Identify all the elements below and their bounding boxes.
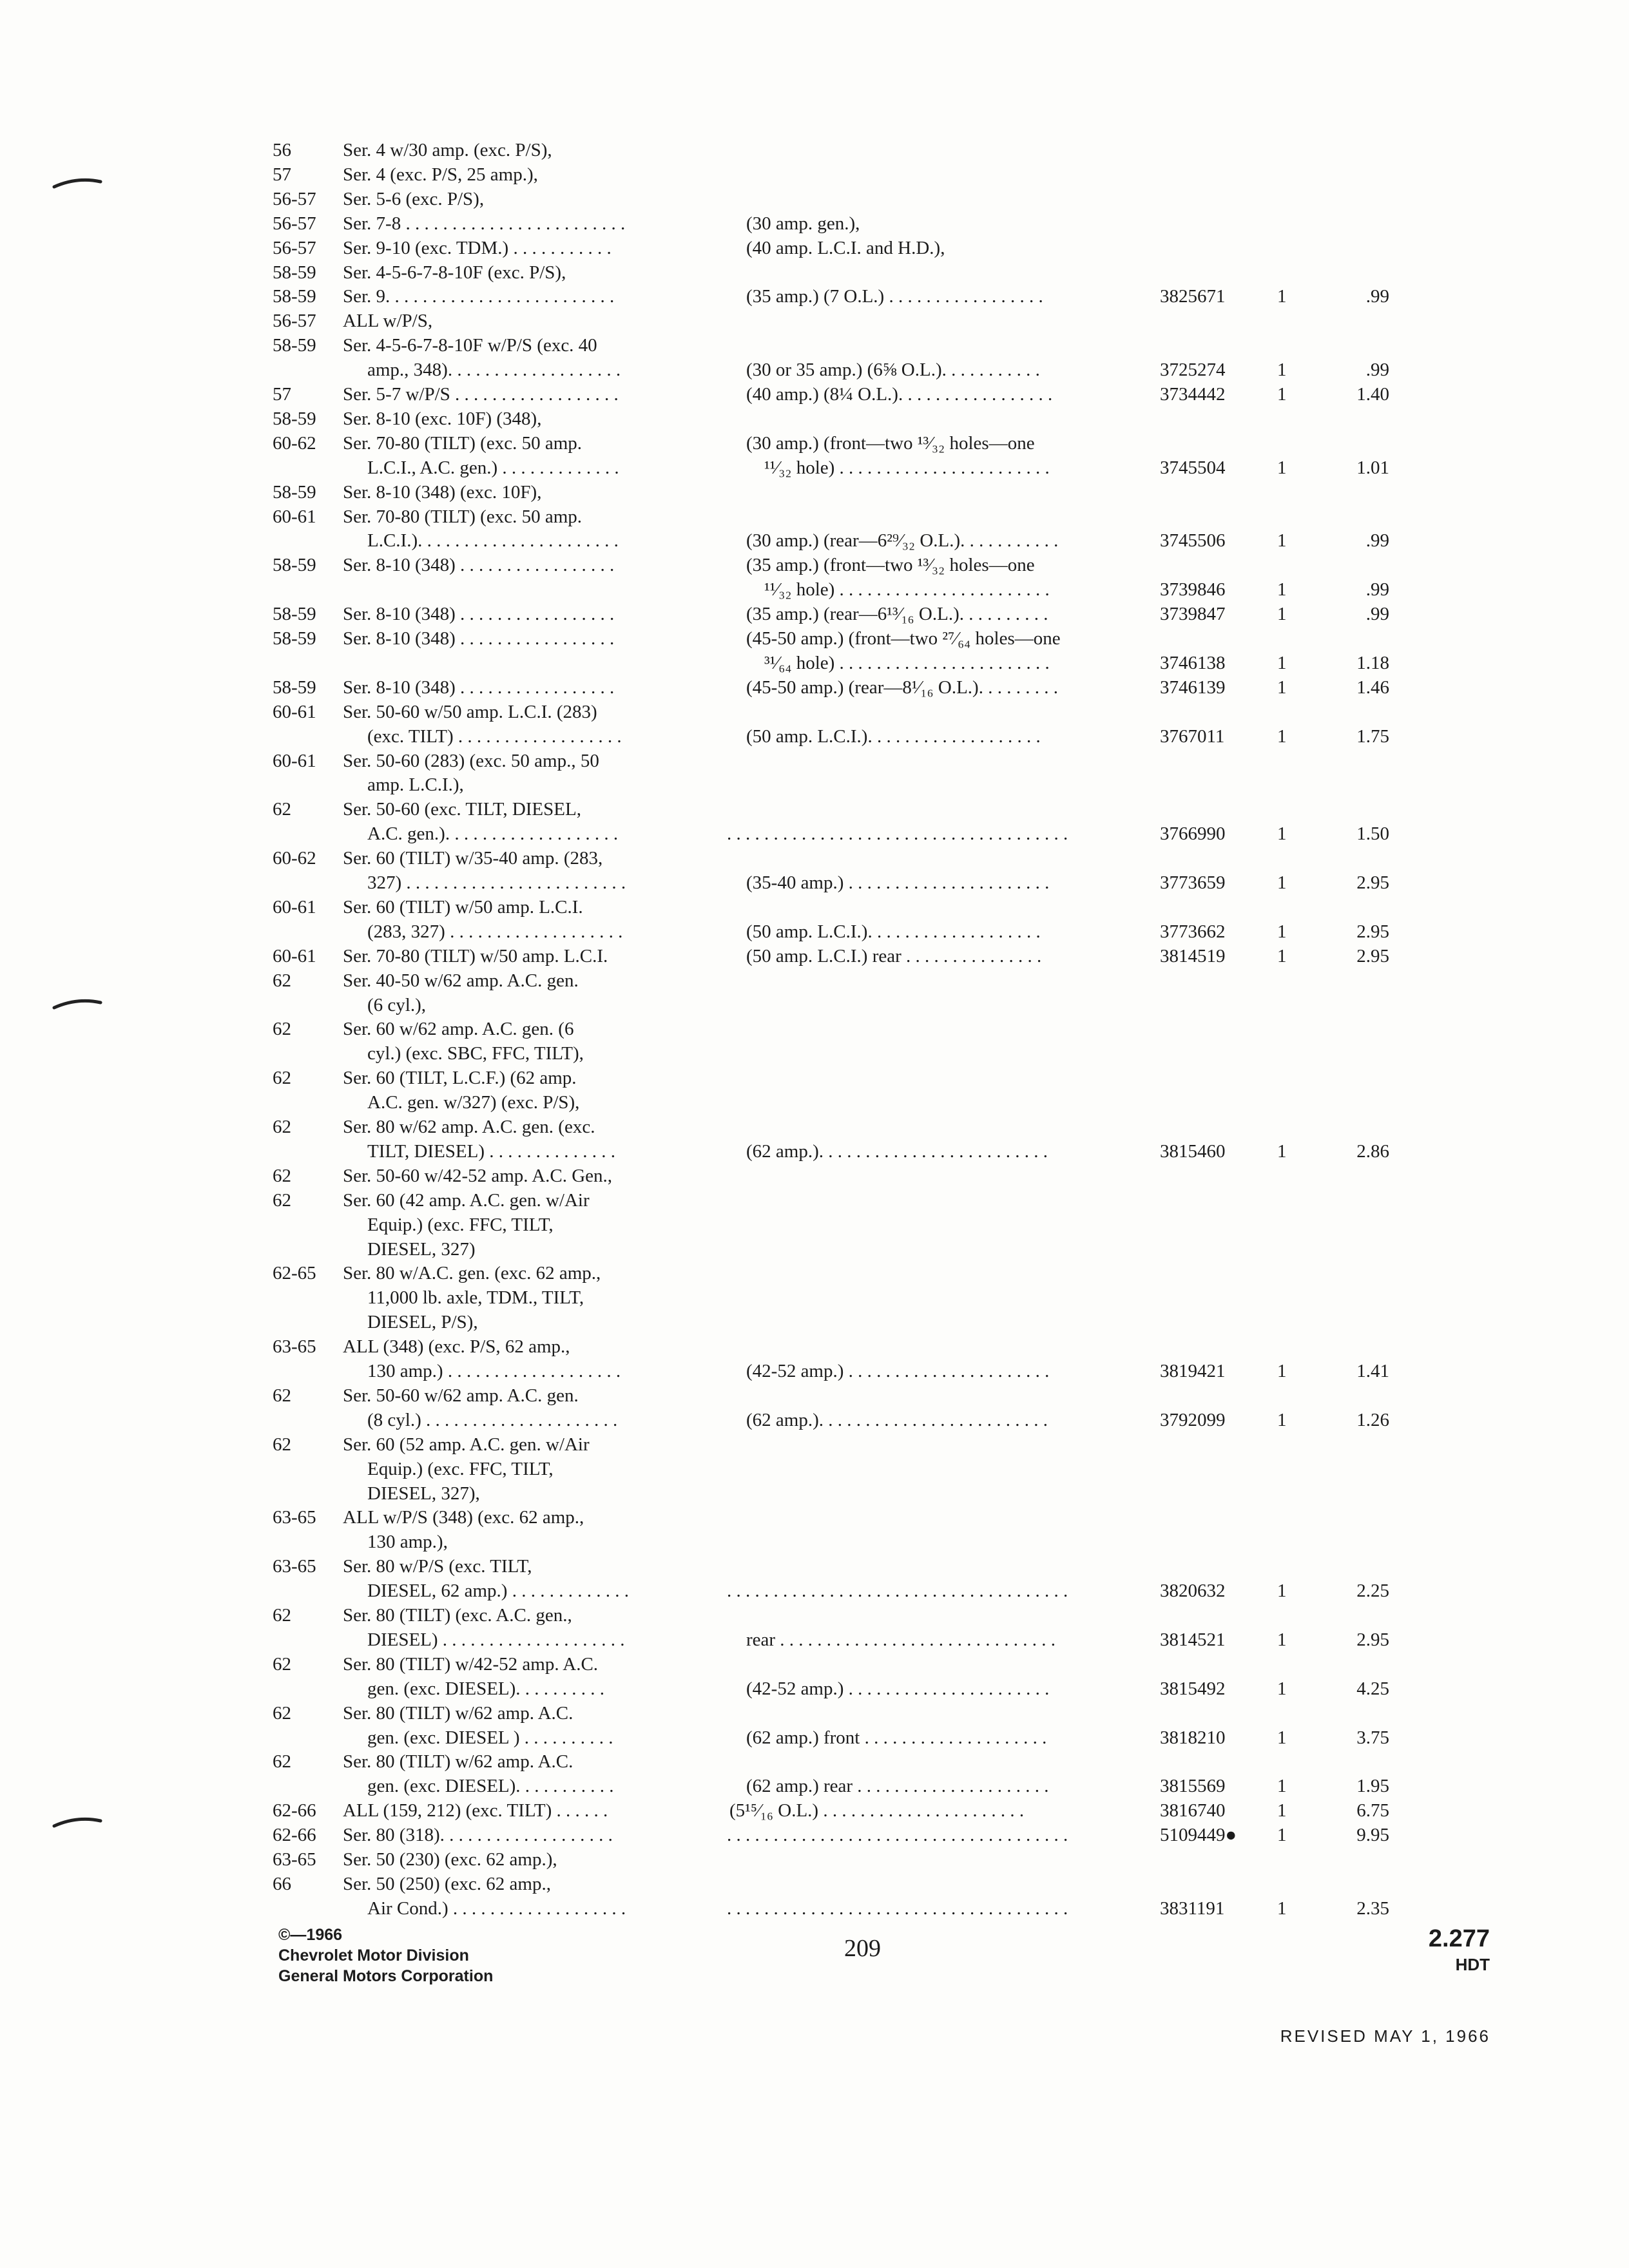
row-price: 1.75 bbox=[1356, 726, 1389, 747]
row-description: Equip.) (exc. FFC, TILT, bbox=[367, 1458, 554, 1479]
row-years: 60-61 bbox=[273, 701, 316, 722]
row-years: 63-65 bbox=[273, 1849, 316, 1870]
row-description: Ser. 80 (TILT) (exc. A.C. gen., bbox=[343, 1605, 572, 1626]
row-description: (8 cyl.) . . . . . . . . . . . . . . . . . . . . . bbox=[367, 1409, 618, 1430]
row-note: . . . . . . . . . . . . . . . . . . . . . . . . . . . . . . . . . . . . . bbox=[727, 1581, 1068, 1602]
row-description: (6 cyl.), bbox=[367, 994, 426, 1015]
row-note: (42-52 amp.) . . . . . . . . . . . . . . . . . . . . . . bbox=[746, 1361, 1050, 1381]
row-description: Ser. 80 w/P/S (exc. TILT, bbox=[343, 1556, 532, 1577]
row-description: (exc. TILT) . . . . . . . . . . . . . . . . . . bbox=[367, 726, 622, 747]
row-description: TILT, DIESEL) . . . . . . . . . . . . . . bbox=[367, 1140, 616, 1162]
row-description: Ser. 60 (TILT) w/50 amp. L.C.I. bbox=[343, 896, 583, 918]
row-part-number: 3739847 bbox=[1160, 604, 1226, 625]
row-part-number: 3766990 bbox=[1160, 823, 1226, 845]
row-part-number: 3815460 bbox=[1160, 1140, 1226, 1162]
row-quantity: 1 bbox=[1277, 360, 1287, 381]
row-note: . . . . . . . . . . . . . . . . . . . . . . . . . . . . . . . . . . . . . bbox=[727, 823, 1068, 845]
row-years: 56-57 bbox=[273, 188, 316, 209]
row-note: (62 amp.). . . . . . . . . . . . . . . . . . . . . . . . . bbox=[746, 1140, 1048, 1162]
row-note: (5¹⁵⁄₁₆ O.L.) . . . . . . . . . . . . . . . . . . . . . . bbox=[729, 1800, 1025, 1821]
row-description: Ser. 40-50 w/62 amp. A.C. gen. bbox=[343, 970, 579, 991]
row-price: 1.95 bbox=[1356, 1776, 1389, 1797]
row-note: (30 amp.) (rear—6²⁹⁄₃₂ O.L.). . . . . . . . . . . bbox=[746, 530, 1059, 552]
row-years: 58-59 bbox=[273, 408, 316, 429]
row-description: Ser. 5-7 w/P/S . . . . . . . . . . . . . . . . . . bbox=[343, 384, 619, 405]
row-part-number: 3825671 bbox=[1160, 286, 1226, 307]
revision-date: REVISED MAY 1, 1966 bbox=[1280, 2026, 1490, 2046]
row-years: 57 bbox=[273, 384, 291, 405]
row-description: Ser. 80 (TILT) w/62 amp. A.C. bbox=[343, 1702, 574, 1724]
row-part-number: 3819421 bbox=[1160, 1361, 1226, 1381]
row-years: 58-59 bbox=[273, 604, 316, 625]
row-price: .99 bbox=[1365, 360, 1389, 381]
row-description: Ser. 80 w/A.C. gen. (exc. 62 amp., bbox=[343, 1263, 601, 1284]
row-price: 4.25 bbox=[1356, 1678, 1389, 1699]
row-note: (50 amp. L.C.I.). . . . . . . . . . . . . . . . . . . bbox=[746, 921, 1041, 942]
row-part-number: 3773662 bbox=[1160, 921, 1226, 942]
row-price: 2.95 bbox=[1356, 872, 1389, 893]
row-quantity: 1 bbox=[1277, 1800, 1287, 1821]
row-description: ALL (159, 212) (exc. TILT) . . . . . . bbox=[343, 1800, 608, 1821]
row-note: (35 amp.) (front—two ¹³⁄₃₂ holes—one bbox=[746, 555, 1035, 576]
footer-copyright: ©—1966 bbox=[278, 1926, 343, 1944]
row-part-number: 3746139 bbox=[1160, 677, 1226, 698]
row-price: 2.25 bbox=[1356, 1581, 1389, 1602]
row-description: Ser. 60 (52 amp. A.C. gen. w/Air bbox=[343, 1434, 590, 1455]
row-part-number: 3831191 bbox=[1160, 1898, 1225, 1919]
row-description: ALL w/P/S (348) (exc. 62 amp., bbox=[343, 1507, 584, 1528]
row-quantity: 1 bbox=[1277, 1629, 1287, 1650]
row-price: 6.75 bbox=[1356, 1800, 1389, 1821]
row-description: Ser. 8-10 (348) . . . . . . . . . . . . . . . . . bbox=[343, 604, 615, 625]
footer-division: Chevrolet Motor Division bbox=[278, 1946, 469, 1965]
row-part-number: 5109449● bbox=[1160, 1825, 1237, 1846]
row-price: 3.75 bbox=[1356, 1727, 1389, 1748]
row-quantity: 1 bbox=[1277, 579, 1287, 601]
row-note: (40 amp. L.C.I. and H.D.), bbox=[746, 237, 945, 258]
row-description: DIESEL, 327), bbox=[367, 1483, 480, 1504]
row-price: 1.40 bbox=[1356, 384, 1389, 405]
row-description: Ser. 7-8 . . . . . . . . . . . . . . . . . . . . . . . . bbox=[343, 213, 626, 234]
row-years: 62 bbox=[273, 1751, 291, 1773]
row-years: 63-65 bbox=[273, 1336, 316, 1358]
row-note: (35 amp.) (rear—6¹³⁄₁₆ O.L.). . . . . . . . . . bbox=[746, 604, 1048, 625]
row-part-number: 3746138 bbox=[1160, 652, 1226, 673]
footer-corporation: General Motors Corporation bbox=[278, 1967, 494, 1985]
row-quantity: 1 bbox=[1277, 945, 1287, 966]
row-note: (30 amp. gen.), bbox=[746, 213, 860, 234]
row-description: 130 amp.), bbox=[367, 1532, 448, 1553]
row-years: 60-61 bbox=[273, 945, 316, 966]
row-description: Ser. 60 (TILT, L.C.F.) (62 amp. bbox=[343, 1068, 577, 1089]
row-years: 63-65 bbox=[273, 1507, 316, 1528]
row-description: amp., 348). . . . . . . . . . . . . . . . . . . bbox=[367, 360, 621, 381]
row-part-number: 3792099 bbox=[1160, 1409, 1226, 1430]
row-years: 58-59 bbox=[273, 677, 316, 698]
row-description: Equip.) (exc. FFC, TILT, bbox=[367, 1214, 554, 1235]
row-part-number: 3725274 bbox=[1160, 360, 1226, 381]
row-description: Ser. 50-60 (exc. TILT, DIESEL, bbox=[343, 799, 581, 820]
binder-hole-mark-bottom bbox=[52, 1814, 103, 1832]
row-years: 56 bbox=[273, 140, 291, 160]
row-price: 1.18 bbox=[1356, 652, 1389, 673]
row-note: . . . . . . . . . . . . . . . . . . . . . . . . . . . . . . . . . . . . . bbox=[727, 1898, 1068, 1919]
row-note: (45-50 amp.) (rear—8¹⁄₁₆ O.L.). . . . . . . . . bbox=[746, 677, 1058, 698]
row-years: 58-59 bbox=[273, 335, 316, 356]
row-part-number: 3767011 bbox=[1160, 726, 1225, 747]
row-note: (30 or 35 amp.) (6⅝ O.L.). . . . . . . . . . . bbox=[746, 360, 1040, 381]
row-description: A.C. gen. w/327) (exc. P/S), bbox=[367, 1092, 580, 1113]
row-quantity: 1 bbox=[1277, 1361, 1287, 1381]
row-part-number: 3820632 bbox=[1160, 1581, 1226, 1602]
row-quantity: 1 bbox=[1277, 652, 1287, 673]
row-part-number: 3745506 bbox=[1160, 530, 1226, 552]
row-years: 58-59 bbox=[273, 286, 316, 307]
row-note: (35-40 amp.) . . . . . . . . . . . . . . . . . . . . . . bbox=[746, 872, 1050, 893]
row-description: DIESEL, P/S), bbox=[367, 1312, 478, 1333]
row-price: 2.95 bbox=[1356, 921, 1389, 942]
row-part-number: 3773659 bbox=[1160, 872, 1226, 893]
row-description: Ser. 8-10 (exc. 10F) (348), bbox=[343, 408, 542, 429]
row-years: 63-65 bbox=[273, 1556, 316, 1577]
row-price: .99 bbox=[1365, 604, 1389, 625]
row-years: 60-61 bbox=[273, 750, 316, 771]
row-description: Ser. 8-10 (348) . . . . . . . . . . . . . . . . . bbox=[343, 677, 615, 698]
row-quantity: 1 bbox=[1277, 1581, 1287, 1602]
row-years: 62 bbox=[273, 1702, 291, 1724]
row-years: 62 bbox=[273, 1605, 291, 1626]
row-description: Ser. 50-60 w/50 amp. L.C.I. (283) bbox=[343, 701, 597, 722]
row-years: 62-66 bbox=[273, 1825, 316, 1846]
row-description: 11,000 lb. axle, TDM., TILT, bbox=[367, 1287, 584, 1309]
row-note: (50 amp. L.C.I.). . . . . . . . . . . . . . . . . . . bbox=[746, 726, 1041, 747]
row-description: Ser. 4-5-6-7-8-10F w/P/S (exc. 40 bbox=[343, 335, 597, 356]
row-years: 62-65 bbox=[273, 1263, 316, 1284]
row-years: 57 bbox=[273, 164, 291, 185]
row-description: gen. (exc. DIESEL). . . . . . . . . . . bbox=[367, 1776, 614, 1797]
row-description: L.C.I., A.C. gen.) . . . . . . . . . . . . . bbox=[367, 457, 619, 478]
row-description: Ser. 70-80 (TILT) (exc. 50 amp. bbox=[343, 506, 582, 527]
row-description: A.C. gen.). . . . . . . . . . . . . . . . . . . bbox=[367, 823, 619, 845]
row-note: (35 amp.) (7 O.L.) . . . . . . . . . . . . . . . . . bbox=[746, 286, 1043, 307]
row-description: Ser. 8-10 (348) (exc. 10F), bbox=[343, 481, 542, 503]
row-quantity: 1 bbox=[1277, 384, 1287, 405]
row-years: 62 bbox=[273, 1189, 291, 1211]
row-description: ALL (348) (exc. P/S, 62 amp., bbox=[343, 1336, 570, 1358]
row-description: Ser. 4 (exc. P/S, 25 amp.), bbox=[343, 164, 538, 185]
row-description: Ser. 50-60 w/62 amp. A.C. gen. bbox=[343, 1385, 579, 1406]
row-quantity: 1 bbox=[1277, 457, 1287, 478]
section-code: HDT bbox=[1455, 1955, 1490, 1974]
row-years: 62 bbox=[273, 970, 291, 991]
binder-hole-mark-middle bbox=[52, 996, 103, 1014]
row-description: Ser. 60 (TILT) w/35-40 amp. (283, bbox=[343, 848, 603, 869]
row-description: 327) . . . . . . . . . . . . . . . . . . . . . . . . bbox=[367, 872, 626, 893]
row-years: 62 bbox=[273, 1385, 291, 1406]
row-part-number: 3814519 bbox=[1160, 945, 1226, 966]
row-quantity: 1 bbox=[1277, 921, 1287, 942]
row-description: cyl.) (exc. SBC, FFC, TILT), bbox=[367, 1043, 584, 1064]
row-part-number: 3815569 bbox=[1160, 1776, 1226, 1797]
row-years: 66 bbox=[273, 1873, 291, 1894]
page-number: 209 bbox=[844, 1935, 881, 1962]
row-price: 2.35 bbox=[1356, 1898, 1389, 1919]
row-description: Ser. 50-60 (283) (exc. 50 amp., 50 bbox=[343, 750, 599, 771]
row-description: Ser. 60 (42 amp. A.C. gen. w/Air bbox=[343, 1189, 590, 1211]
row-price: 2.95 bbox=[1356, 945, 1389, 966]
row-quantity: 1 bbox=[1277, 1409, 1287, 1430]
row-years: 62 bbox=[273, 1165, 291, 1186]
row-note: ¹¹⁄₃₂ hole) . . . . . . . . . . . . . . . . . . . . . . . bbox=[764, 579, 1050, 601]
row-years: 60-62 bbox=[273, 432, 316, 454]
binder-hole-mark-top bbox=[52, 175, 103, 193]
row-years: 62 bbox=[273, 1019, 291, 1040]
row-description: Ser. 50 (250) (exc. 62 amp., bbox=[343, 1873, 551, 1894]
row-price: 1.50 bbox=[1356, 823, 1389, 845]
row-quantity: 1 bbox=[1277, 1825, 1287, 1846]
row-note: ¹¹⁄₃₂ hole) . . . . . . . . . . . . . . . . . . . . . . . bbox=[764, 457, 1050, 478]
row-description: Ser. 50-60 w/42-52 amp. A.C. Gen., bbox=[343, 1165, 613, 1186]
row-description: Ser. 70-80 (TILT) (exc. 50 amp. bbox=[343, 432, 582, 454]
row-part-number: 3745504 bbox=[1160, 457, 1226, 478]
row-note: . . . . . . . . . . . . . . . . . . . . . . . . . . . . . . . . . . . . . bbox=[727, 1825, 1068, 1846]
row-quantity: 1 bbox=[1277, 677, 1287, 698]
row-description: Ser. 80 (318). . . . . . . . . . . . . . . . . . . bbox=[343, 1825, 613, 1846]
row-description: L.C.I.). . . . . . . . . . . . . . . . . . . . . . bbox=[367, 530, 619, 552]
row-description: Ser. 70-80 (TILT) w/50 amp. L.C.I. bbox=[343, 945, 608, 966]
row-description: Ser. 4 w/30 amp. (exc. P/S), bbox=[343, 140, 552, 160]
row-quantity: 1 bbox=[1277, 1727, 1287, 1748]
row-quantity: 1 bbox=[1277, 530, 1287, 552]
row-price: 1.26 bbox=[1356, 1409, 1389, 1430]
row-description: Ser. 50 (230) (exc. 62 amp.), bbox=[343, 1849, 557, 1870]
row-price: 2.95 bbox=[1356, 1629, 1389, 1650]
row-description: (283, 327) . . . . . . . . . . . . . . . . . . . bbox=[367, 921, 623, 942]
row-years: 60-61 bbox=[273, 506, 316, 527]
row-years: 60-61 bbox=[273, 896, 316, 918]
row-description: ALL w/P/S, bbox=[343, 311, 433, 332]
row-note: (50 amp. L.C.I.) rear . . . . . . . . . . . . . . . bbox=[746, 945, 1042, 966]
row-description: Ser. 80 (TILT) w/42-52 amp. A.C. bbox=[343, 1653, 599, 1675]
row-years: 62 bbox=[273, 1653, 291, 1675]
row-note: (42-52 amp.) . . . . . . . . . . . . . . . . . . . . . . bbox=[746, 1678, 1050, 1699]
row-note: (62 amp.). . . . . . . . . . . . . . . . . . . . . . . . . bbox=[746, 1409, 1048, 1430]
row-description: Ser. 80 w/62 amp. A.C. gen. (exc. bbox=[343, 1117, 595, 1137]
row-price: 1.41 bbox=[1356, 1361, 1389, 1381]
row-price: 1.46 bbox=[1356, 677, 1389, 698]
row-price: 1.01 bbox=[1356, 457, 1389, 478]
row-part-number: 3734442 bbox=[1160, 384, 1226, 405]
section-number: 2.277 bbox=[1428, 1925, 1490, 1952]
row-years: 62 bbox=[273, 799, 291, 820]
row-description: Air Cond.) . . . . . . . . . . . . . . . . . . . bbox=[367, 1898, 626, 1919]
row-years: 58-59 bbox=[273, 628, 316, 649]
row-description: gen. (exc. DIESEL). . . . . . . . . . bbox=[367, 1678, 605, 1699]
row-description: Ser. 8-10 (348) . . . . . . . . . . . . . . . . . bbox=[343, 628, 615, 649]
row-description: Ser. 9. . . . . . . . . . . . . . . . . . . . . . . . . bbox=[343, 286, 615, 307]
row-quantity: 1 bbox=[1277, 604, 1287, 625]
row-part-number: 3818210 bbox=[1160, 1727, 1226, 1748]
row-years: 58-59 bbox=[273, 262, 316, 283]
row-note: rear . . . . . . . . . . . . . . . . . . . . . . . . . . . . . . bbox=[746, 1629, 1056, 1650]
row-years: 58-59 bbox=[273, 555, 316, 576]
row-description: Ser. 9-10 (exc. TDM.) . . . . . . . . . . . bbox=[343, 237, 612, 258]
row-part-number: 3816740 bbox=[1160, 1800, 1226, 1821]
row-years: 62 bbox=[273, 1068, 291, 1089]
row-note: (45-50 amp.) (front—two ²⁷⁄₆₄ holes—one bbox=[746, 628, 1061, 649]
row-quantity: 1 bbox=[1277, 286, 1287, 307]
row-quantity: 1 bbox=[1277, 872, 1287, 893]
row-price: 2.86 bbox=[1356, 1140, 1389, 1162]
row-part-number: 3814521 bbox=[1160, 1629, 1226, 1650]
row-part-number: 3739846 bbox=[1160, 579, 1226, 601]
row-note: (62 amp.) front . . . . . . . . . . . . . . . . . . . . bbox=[746, 1727, 1047, 1748]
row-part-number: 3815492 bbox=[1160, 1678, 1226, 1699]
row-years: 58-59 bbox=[273, 481, 316, 503]
row-note: (62 amp.) rear . . . . . . . . . . . . . . . . . . . . . bbox=[746, 1776, 1049, 1797]
row-description: DIESEL) . . . . . . . . . . . . . . . . . . . . bbox=[367, 1629, 625, 1650]
row-price: 9.95 bbox=[1356, 1825, 1389, 1846]
row-description: Ser. 8-10 (348) . . . . . . . . . . . . . . . . . bbox=[343, 555, 615, 576]
row-years: 62 bbox=[273, 1434, 291, 1455]
row-description: 130 amp.) . . . . . . . . . . . . . . . . . . . bbox=[367, 1361, 621, 1381]
row-note: (30 amp.) (front—two ¹³⁄₃₂ holes—one bbox=[746, 432, 1035, 454]
row-quantity: 1 bbox=[1277, 1776, 1287, 1797]
row-years: 62 bbox=[273, 1117, 291, 1137]
row-description: gen. (exc. DIESEL ) . . . . . . . . . . bbox=[367, 1727, 613, 1748]
row-years: 62-66 bbox=[273, 1800, 316, 1821]
row-years: 56-57 bbox=[273, 213, 316, 234]
row-years: 56-57 bbox=[273, 237, 316, 258]
row-note: (40 amp.) (8¼ O.L.). . . . . . . . . . . . . . . . . bbox=[746, 384, 1053, 405]
row-description: Ser. 60 w/62 amp. A.C. gen. (6 bbox=[343, 1019, 574, 1040]
row-description: Ser. 80 (TILT) w/62 amp. A.C. bbox=[343, 1751, 574, 1773]
row-years: 56-57 bbox=[273, 311, 316, 332]
row-quantity: 1 bbox=[1277, 1898, 1287, 1919]
row-note: ³¹⁄₆₄ hole) . . . . . . . . . . . . . . . . . . . . . . . bbox=[764, 652, 1050, 673]
row-description: amp. L.C.I.), bbox=[367, 774, 464, 796]
row-quantity: 1 bbox=[1277, 1140, 1287, 1162]
row-years: 60-62 bbox=[273, 848, 316, 869]
row-description: Ser. 5-6 (exc. P/S), bbox=[343, 188, 485, 209]
row-description: DIESEL, 327) bbox=[367, 1238, 476, 1260]
row-description: Ser. 4-5-6-7-8-10F (exc. P/S), bbox=[343, 262, 566, 283]
row-price: .99 bbox=[1365, 530, 1389, 552]
row-quantity: 1 bbox=[1277, 823, 1287, 845]
row-description: DIESEL, 62 amp.) . . . . . . . . . . . . . bbox=[367, 1581, 629, 1602]
row-price: .99 bbox=[1365, 579, 1389, 601]
row-price: .99 bbox=[1365, 286, 1389, 307]
row-quantity: 1 bbox=[1277, 726, 1287, 747]
row-quantity: 1 bbox=[1277, 1678, 1287, 1699]
